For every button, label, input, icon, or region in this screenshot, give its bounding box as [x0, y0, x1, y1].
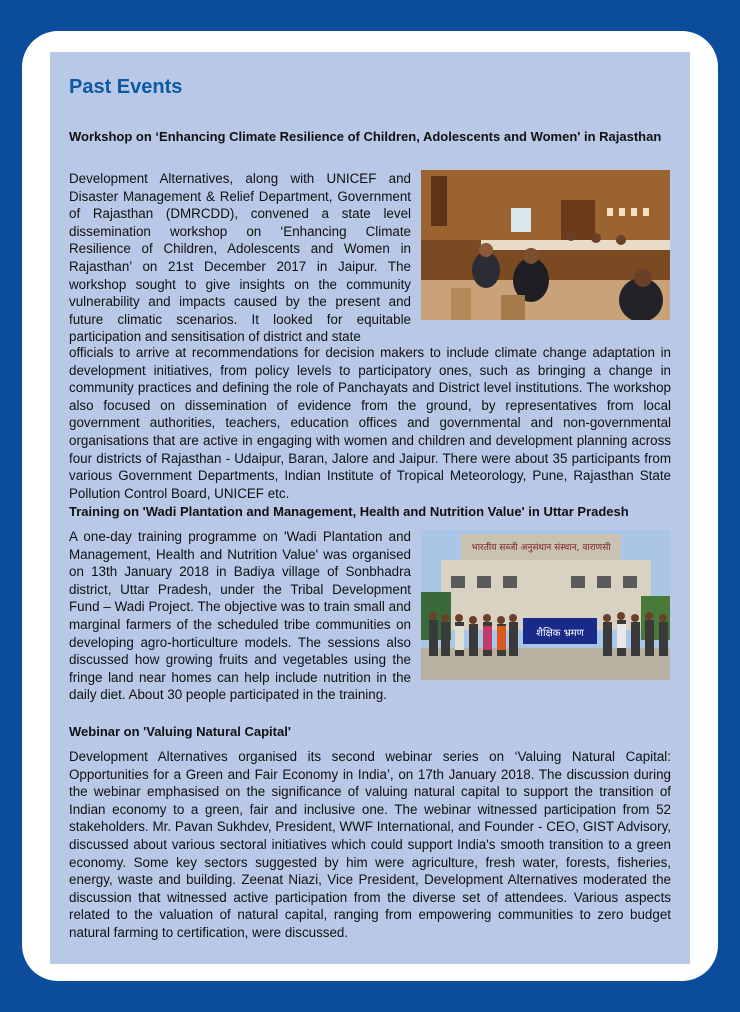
webinar-body: Development Alternatives organised its second webinar series on ‘Valuing Natural Capital: Opportunities for a Green and Fair Economy in India’, on 17th January 2018. The discussion during the webinar emphasised on the significance of valuing natural capital to support the transition of Indian economy to a green, fair and inclusive one. The webinar witnessed participation from 52 stakeholders. Mr. Pavan Sukhdev, President, WWF International, and Founder - CEO, GIST Advisory, discussed about various sectoral initiatives which could support India's smooth transition to a green economy. Some key sectors suggested by him were agriculture, fresh water, forests, fisheries, energy, waste and building. Zeenat Niazi, Vice President, Development Alternatives moderated the discussion that witnessed active participation from the diverse set of attendees. Various aspects related to the valuation of natural capital, ranging from empowering communities to zero budget natural farming to certification, were discussed.	[69, 749, 671, 940]
training-photo	[421, 530, 670, 680]
section-title: Past Events	[69, 76, 183, 98]
training-body: A one-day training programme on 'Wadi Plantation and Management, Health and Nutrition Value' was organised on 13th January 2018 in Badiya village of Sonbhadra district, Uttar Pradesh, under the Tribal Development Fund – Wadi Project. The objective was to train small and marginal farmers of the scheduled tribe communities on developing agro-horticulture models. The sessions also discussed how growing fruits and vegetables using the fringe land near homes can help include nutrition in the daily diet. About 30 people participated in the training.	[69, 529, 411, 703]
workshop-body-continued: officials to arrive at recommendations for decision makers to include climate change adaptation in development initiatives, from policy levels to participatory ones, such as bringing a change in community practices and defining the role of Panchayats and District level institutions. The workshop also focused on dissemination of evidence from the ground, by representatives from local government authorities, teachers, education offices and governmental and non-governmental organisations that are active in engaging with women and children and development planning across four districts of Rajasthan - Udaipur, Baran, Jalore and Jaipur. There were about 35 participants from various Government Departments, Indian Institute of Tropical Meteorology, Pune, Rajasthan State Pollution Control Board, UNICEF etc.	[69, 345, 671, 501]
photo-sign-text: भारतीय सब्जी अनुसंधान संस्थान, वाराणसी	[471, 543, 611, 553]
workshop-photo	[421, 170, 670, 320]
training-heading: Training on 'Wadi Plantation and Management, Health and Nutrition Value' in Uttar Pradesh	[69, 504, 629, 519]
workshop-heading: Workshop on ‘Enhancing Climate Resilience of Children, Adolescents and Women' in Rajasthan	[69, 129, 662, 144]
workshop-body-wrapped: Development Alternatives, along with UNICEF and Disaster Management & Relief Department, Government of Rajasthan (DMRCDD), convened a state level dissemination workshop on ‘Enhancing Climate Resilience of Children, Adolescents and Women in Rajasthan’ on 21st December 2017 in Jaipur. The workshop sought to give insights on the community vulnerability and impacts caused by the present and future climatic scenarios. It looked for equitable participation and sensitisation of district and state	[69, 171, 411, 345]
webinar-heading: Webinar on 'Valuing Natural Capital'	[69, 724, 291, 739]
photo-banner-text: शैक्षिक भ्रमण	[536, 628, 584, 639]
